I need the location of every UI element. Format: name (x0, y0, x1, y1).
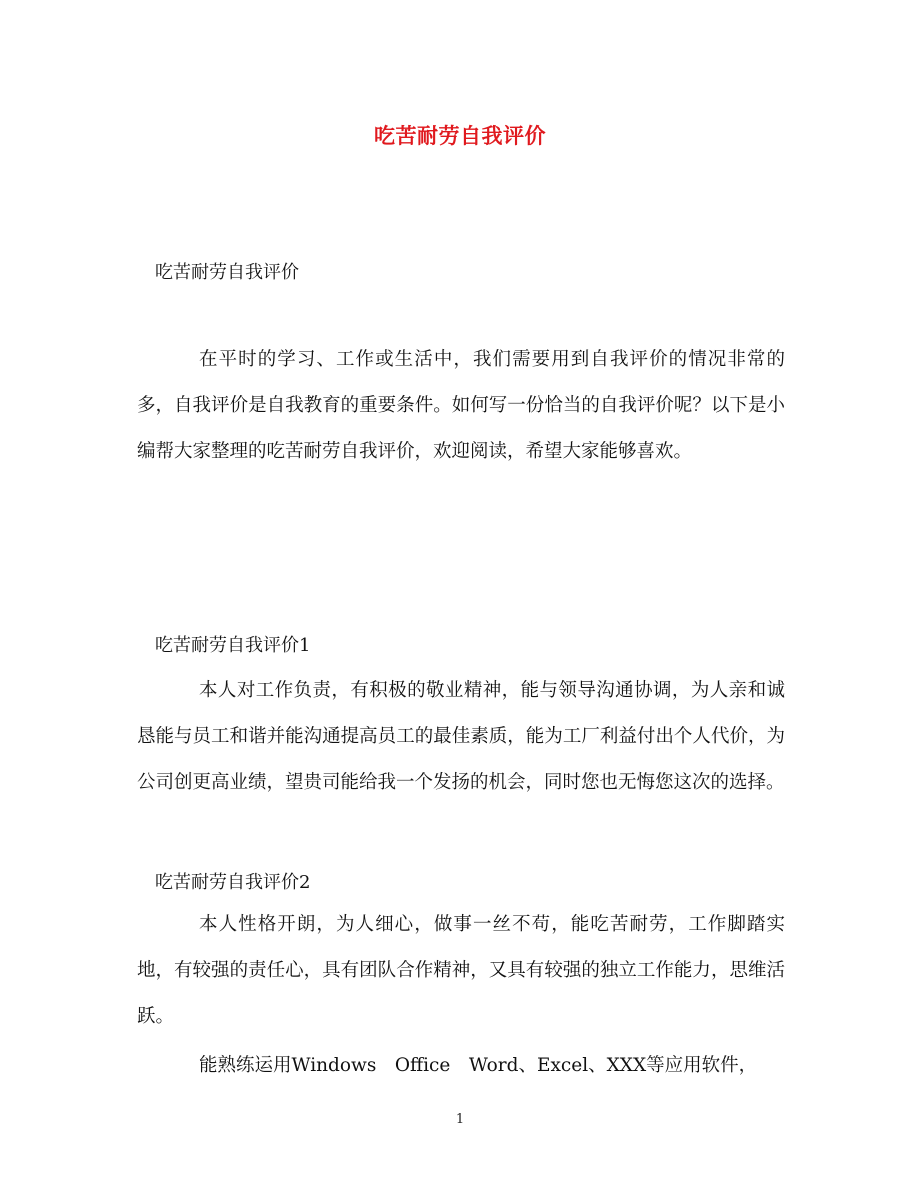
section-2-paragraph-2: 能熟练运用Windows Office Word、Excel、XXX等应用软件， (199, 1055, 758, 1076)
section-2-paragraph: 本人性格开朗，为人细心，做事一丝不苟，能吃苦耐劳，工作脚踏实地，有较强的责任心，具有团队合作精神，又具有较强的独立工作能力，思维活跃。 (137, 914, 785, 1027)
subheading: 吃苦耐劳自我评价 (155, 262, 299, 283)
page-number: 1 (455, 1112, 465, 1127)
section-2-heading: 吃苦耐劳自我评价2 (155, 872, 311, 893)
section-1-heading: 吃苦耐劳自我评价1 (155, 635, 311, 656)
intro-paragraph: 在平时的学习、工作或生活中，我们需要用到自我评价的情况非常的多，自我评价是自我教育的重要条件。如何写一份恰当的自我评价呢？以下是小编帮大家整理的吃苦耐劳自我评价，欢迎阅读，希望大家能够喜欢。 (137, 349, 785, 462)
document-title: 吃苦耐劳自我评价 (374, 123, 546, 148)
section-1-paragraph: 本人对工作负责，有积极的敬业精神，能与领导沟通协调，为人亲和诚恳能与员工和谐并能沟通提高员工的最佳素质，能为工厂利益付出个人代价，为公司创更高业绩，望贵司能给我一个发扬的机会，同时您也无悔您这次的选择。 (137, 680, 785, 793)
